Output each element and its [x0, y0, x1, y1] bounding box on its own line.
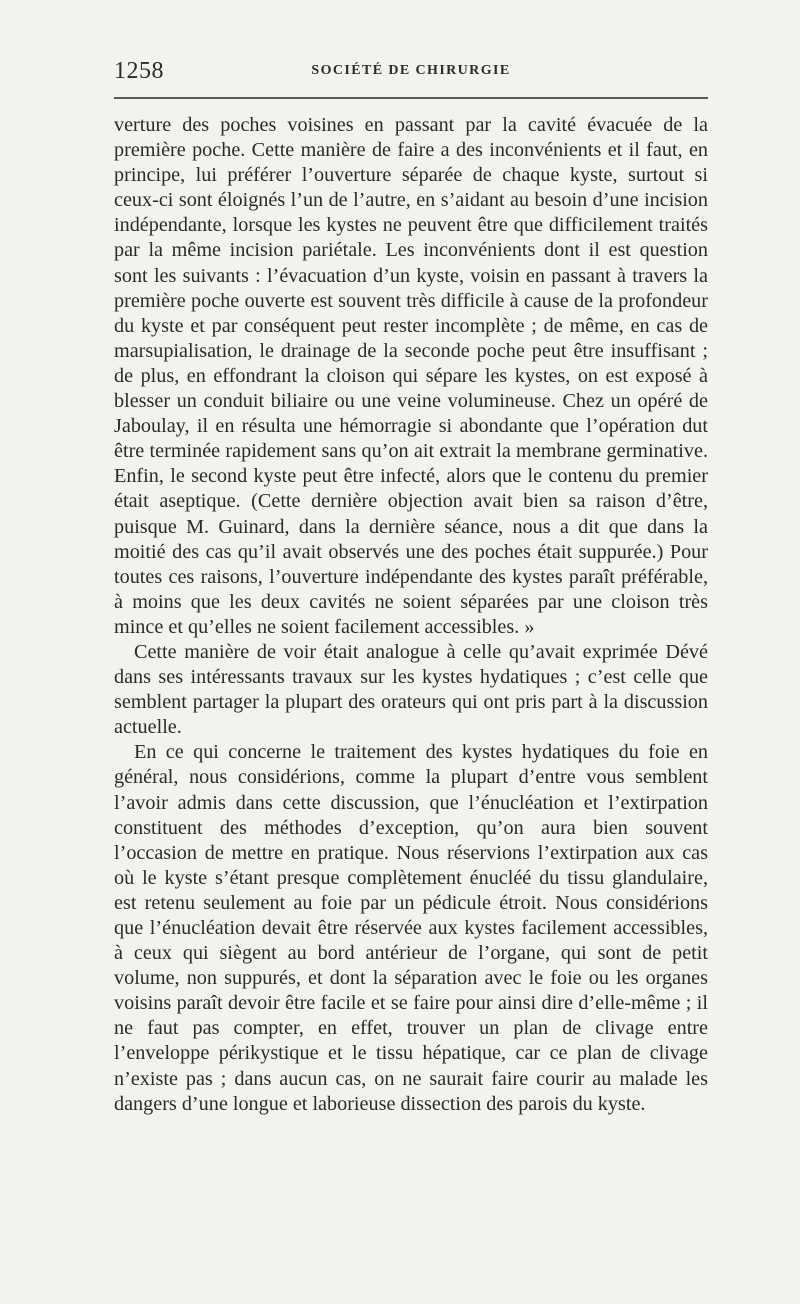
- running-head: SOCIÉTÉ DE CHIRURGIE: [311, 63, 511, 78]
- body-text: [114, 113, 708, 1117]
- paragraph-continuation: verture des poches voisines en passant par la cavité évacuée de la première poche. Cette manière de faire a des inconvénients et il faut, en principe, lui préférer l’ouverture séparée de chaque kyste, surtout si ceux-ci sont éloignés l’un de l’autre, en s’aidant au besoin d’une incision indépendante, lorsque les kystes ne peuvent être que difficilement traités par la même incision pariétale. Les inconvénients dont il est question sont les suivants : l’évacuation d’un kyste, voisin en passant à travers la première poche ouverte est souvent très difficile à cause de la profondeur du kyste et par conséquent peut rester incomplète ; de même, en cas de marsupialisation, le drainage de la seconde poche peut être insuffisant ; de plus, en effondrant la cloison qui sépare les kystes, on est exposé à blesser un conduit biliaire ou une veine volumineuse. Chez un opéré de Jaboulay, il en résulta une hémorragie si abondante que l’opération dut être terminée rapidement sans qu’on ait extrait la membrane germinative. Enfin, le second kyste peut être infecté, alors que le contenu du premier était aseptique. (Cette dernière objection avait bien sa raison d’être, puisque M. Guinard, dans la dernière séance, nous a dit que dans la moitié des cas qu’il avait observés une des poches était suppurée.) Pour toutes ces raisons, l’ouverture indépendante des kystes paraît préférable, à moins que les deux cavités ne soient séparées par une cloison très mince et qu’elles ne soient facilement accessibles. »: [114, 114, 708, 638]
- header-rule: [114, 97, 708, 99]
- page-number: 1258: [114, 58, 164, 84]
- paragraph: En ce qui concerne le traitement des kystes hydatiques du foie en général, nous considérions, comme la plupart d’entre vous semblent l’avoir admis dans cette discussion, que l’énucléation et l’extirpation constituent des méthodes d’exception, qu’on aura bien souvent l’occasion de mettre en pratique. Nous réservions l’extirpation aux cas où le kyste s’étant presque complètement énucléé du tissu glandulaire, est retenu seulement au foie par un pédicule étroit. Nous considérions que l’énucléation devait être réservée aux kystes facilement accessibles, à ceux qui siègent au bord antérieur de l’organe, qui sont de petit volume, non suppurés, et dont la séparation avec le foie ou les organes voisins paraît devoir être facile et se faire pour ainsi dire d’elle-même ; il ne faut pas compter, en effet, trouver un plan de clivage entre l’enveloppe périkystique et le tissu hépatique, car ce plan de clivage n’existe pas ; dans aucun cas, on ne saurait faire courir au malade les dangers d’une longue et laborieuse dissection des parois du kyste.: [114, 741, 708, 1115]
- page-header: [114, 58, 708, 86]
- paragraph: Cette manière de voir était analogue à celle qu’avait exprimée Dévé dans ses intéressants travaux sur les kystes hydatiques ; c’est celle que semblent partager la plupart des orateurs qui ont pris part à la discussion actuelle.: [114, 640, 708, 739]
